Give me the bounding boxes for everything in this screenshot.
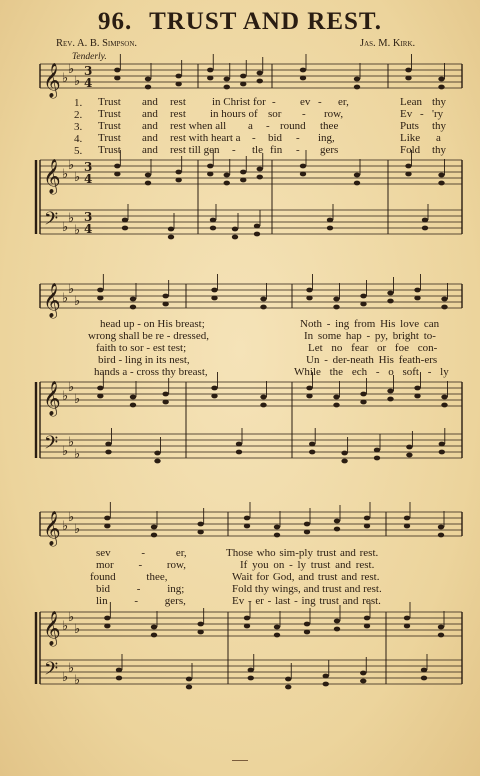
lower-treble-staff-note-head <box>304 622 310 627</box>
bass-clef-icon: 𝄢 <box>44 659 59 684</box>
lower-treble-staff-note-head <box>414 386 420 391</box>
lyric-syllable: Trust <box>98 96 121 108</box>
lyric-syllable: gers <box>320 144 339 156</box>
lyric-syllable: Trust <box>98 144 121 156</box>
lower-treble-staff-note-head <box>97 394 103 399</box>
lyric-line: While the ech - o soft - ly <box>294 366 449 378</box>
lyric-line: Ev - er - last - ing trust and rest. <box>232 595 381 607</box>
lyric-syllable: and <box>142 132 158 144</box>
upper-staff-note-head <box>360 302 366 307</box>
bass-staff-note-head <box>374 448 380 453</box>
bass-staff-note-head <box>439 450 445 455</box>
lower-treble-staff-note-head <box>244 616 250 621</box>
bass-staff-note-head <box>232 227 238 232</box>
lyric-line: bird - ling in its nest, <box>98 354 190 366</box>
lower-treble-staff-note-head <box>130 403 136 408</box>
lower-treble-staff-note-head <box>334 619 340 624</box>
lyric-syllable: er, <box>338 96 349 108</box>
lower-treble-staff-note-head <box>333 403 339 408</box>
upper-staff-note-head <box>97 296 103 301</box>
upper-staff-note-head <box>405 68 411 73</box>
lower-treble-staff-note-head <box>300 172 306 177</box>
lyric-syllable: tle <box>252 144 263 156</box>
flat-icon: ♭ <box>62 167 69 182</box>
upper-staff-note-head <box>151 525 157 530</box>
lyric-line: Un - der-neath His feath-ers <box>306 354 438 366</box>
lyric-syllable: Fold <box>400 144 421 156</box>
bass-staff-note-head <box>236 450 242 455</box>
hymn-number: 96. <box>98 8 133 35</box>
lyric-line: mor - row, <box>96 559 187 571</box>
flat-icon: ♭ <box>68 661 75 676</box>
bass-staff-note-head <box>285 685 291 690</box>
lower-treble-staff-note-head <box>257 167 263 172</box>
upper-staff-note-head <box>130 297 136 302</box>
bass-staff-note-head <box>439 442 445 447</box>
lower-treble-staff-note-head <box>438 181 444 186</box>
lower-treble-staff-note-head <box>97 386 103 391</box>
flat-icon: ♭ <box>68 510 75 525</box>
upper-staff-note-head <box>162 302 168 307</box>
lower-treble-staff-note-head <box>405 172 411 177</box>
treble-clef-icon: 𝄞 <box>43 381 61 416</box>
lyric-syllable: - <box>302 108 306 120</box>
upper-staff-note-head <box>211 288 217 293</box>
bass-staff-note-head <box>122 218 128 223</box>
lyric-syllable: - <box>252 132 256 144</box>
bass-staff-note-head <box>422 226 428 231</box>
lower-treble-staff-note-head <box>260 403 266 408</box>
tempo-marking: Tenderly. <box>72 52 107 62</box>
lower-treble-staff-note-head <box>404 616 410 621</box>
upper-staff-note-head <box>438 85 444 90</box>
lower-treble-staff-note-head <box>274 633 280 638</box>
upper-staff-note-head <box>175 82 181 87</box>
bass-staff-note-head <box>323 674 329 679</box>
bass-staff-note-head <box>406 453 412 458</box>
lyric-syllable: 'ry <box>432 108 444 120</box>
flat-icon: ♭ <box>74 447 81 462</box>
upper-staff-note-head <box>260 305 266 310</box>
upper-staff-note-head <box>260 297 266 302</box>
upper-staff-note-head <box>207 76 213 81</box>
upper-staff-note-head <box>224 77 230 82</box>
upper-staff-note-head <box>441 297 447 302</box>
lyric-syllable: ing, <box>318 132 335 144</box>
lyric-line: head up - on His breast; <box>100 318 205 330</box>
bass-staff-note-head <box>210 218 216 223</box>
bass-staff-note-head <box>105 450 111 455</box>
lyric-syllable: and <box>142 108 158 120</box>
lower-treble-staff-note-head <box>114 172 120 177</box>
bass-staff-note-head <box>406 445 412 450</box>
lower-treble-staff-note-head <box>387 389 393 394</box>
lower-treble-staff-note-head <box>441 403 447 408</box>
lyric-syllable: fin <box>270 144 283 156</box>
upper-staff-note-head <box>364 516 370 521</box>
bass-staff-note-head <box>422 218 428 223</box>
lower-treble-staff-note-head <box>438 633 444 638</box>
upper-staff-note-head <box>414 288 420 293</box>
lyric-syllable: ev <box>300 96 311 108</box>
bass-staff-note-head <box>248 676 254 681</box>
treble-clef-icon: 𝄞 <box>43 63 61 98</box>
lower-treble-staff-note-head <box>130 395 136 400</box>
lower-treble-staff-note-head <box>162 400 168 405</box>
upper-staff-note-head <box>304 522 310 527</box>
upper-staff-note-head <box>114 76 120 81</box>
lyric-syllable: - <box>420 108 424 120</box>
upper-staff-note-head <box>240 82 246 87</box>
bass-staff-note-head <box>122 226 128 231</box>
time-signature: 4 <box>84 172 93 186</box>
lower-treble-staff-note-head <box>387 397 393 402</box>
bass-staff-note-head <box>421 668 427 673</box>
treble-clef-icon: 𝄞 <box>43 511 61 546</box>
lyric-syllable: a <box>436 132 441 144</box>
bass-staff-note-head <box>254 232 260 237</box>
verse-number: 1. <box>74 97 83 109</box>
treble-clef-icon: 𝄞 <box>43 611 61 646</box>
lower-treble-staff-note-head <box>197 622 203 627</box>
upper-staff-note-head <box>175 74 181 79</box>
lower-treble-staff-note-head <box>405 164 411 169</box>
lower-treble-staff-note-head <box>300 164 306 169</box>
flat-icon: ♭ <box>74 170 81 185</box>
lyric-syllable: and <box>142 120 158 132</box>
lower-treble-staff-note-head <box>404 624 410 629</box>
verse-number: 5. <box>74 145 83 157</box>
bass-staff-note-head <box>154 451 160 456</box>
lyric-syllable: Puts <box>400 120 419 132</box>
lower-treble-staff-note-head <box>333 395 339 400</box>
lyric-syllable: bid <box>268 132 283 144</box>
lower-treble-staff-note-head <box>104 624 110 629</box>
lyric-syllable: thy <box>432 96 447 108</box>
bass-staff-note-head <box>309 450 315 455</box>
lower-treble-staff-note-head <box>175 170 181 175</box>
bass-staff-note-head <box>116 668 122 673</box>
lower-treble-staff-note-head <box>414 394 420 399</box>
flat-icon: ♭ <box>62 291 69 306</box>
lyric-syllable: - <box>272 96 276 108</box>
lyric-line: wrong shall be re - dressed, <box>88 330 209 342</box>
time-signature: 4 <box>84 76 93 90</box>
upper-staff-note-head <box>304 530 310 535</box>
upper-staff-note-head <box>114 68 120 73</box>
bass-staff-note-head <box>360 671 366 676</box>
upper-staff-note-head <box>197 530 203 535</box>
upper-staff-note-head <box>387 291 393 296</box>
flat-icon: ♭ <box>62 71 69 86</box>
bass-staff-note-head <box>360 679 366 684</box>
flat-icon: ♭ <box>68 435 75 450</box>
upper-staff-note-head <box>224 85 230 90</box>
lyric-line: bid - ing; <box>96 583 185 595</box>
lyric-syllable: row, <box>324 108 344 120</box>
lower-treble-staff-note-head <box>441 395 447 400</box>
flat-icon: ♭ <box>68 610 75 625</box>
bass-clef-icon: 𝄢 <box>44 209 59 234</box>
footer-rule <box>232 760 248 761</box>
lyric-syllable: Trust <box>98 120 121 132</box>
flat-icon: ♭ <box>68 62 75 77</box>
lower-treble-staff-note-head <box>260 395 266 400</box>
upper-staff-note-head <box>104 516 110 521</box>
lyric-syllable: and <box>142 96 158 108</box>
verse-number: 3. <box>74 121 83 133</box>
flat-icon: ♭ <box>62 619 69 634</box>
bass-staff-note-head <box>168 227 174 232</box>
flat-icon: ♭ <box>68 158 75 173</box>
lower-treble-staff-note-head <box>306 394 312 399</box>
lyric-syllable: rest <box>170 108 186 120</box>
time-signature: 3 <box>84 210 93 224</box>
upper-staff-note-head <box>438 525 444 530</box>
lower-treble-staff-note-head <box>274 625 280 630</box>
lower-treble-staff-note-head <box>151 625 157 630</box>
lower-treble-staff-note-head <box>240 170 246 175</box>
verse-number: 4. <box>74 133 83 145</box>
upper-staff-note-head <box>364 524 370 529</box>
time-signature: 4 <box>84 222 93 236</box>
flat-icon: ♭ <box>62 519 69 534</box>
bass-staff-note-head <box>116 676 122 681</box>
upper-staff-note-head <box>244 516 250 521</box>
lyric-syllable: rest with heart a <box>170 132 241 144</box>
lower-treble-staff-note-head <box>211 394 217 399</box>
bass-staff-note-head <box>285 677 291 682</box>
bass-clef-icon: 𝄢 <box>44 433 59 458</box>
lower-treble-staff-note-head <box>438 173 444 178</box>
lyric-syllable: thy <box>432 144 447 156</box>
bass-staff-note-head <box>327 226 333 231</box>
upper-staff-note-head <box>257 71 263 76</box>
flat-icon: ♭ <box>74 522 81 537</box>
lower-treble-staff-note-head <box>360 400 366 405</box>
upper-staff-note-head <box>130 305 136 310</box>
upper-staff-note-head <box>333 305 339 310</box>
lower-treble-staff-note-head <box>354 173 360 178</box>
lyric-syllable: Ev <box>400 108 413 120</box>
upper-staff-note-head <box>387 299 393 304</box>
lower-treble-staff-note-head <box>354 181 360 186</box>
verse-number: 2. <box>74 109 83 121</box>
upper-staff-note-head <box>240 74 246 79</box>
upper-staff-note-head <box>244 524 250 529</box>
lower-treble-staff-note-head <box>306 386 312 391</box>
upper-staff-note-head <box>414 296 420 301</box>
time-signature: 3 <box>84 160 93 174</box>
upper-staff-note-head <box>306 296 312 301</box>
lyric-syllable: rest till gen <box>170 144 220 156</box>
flat-icon: ♭ <box>74 392 81 407</box>
upper-staff-note-head <box>333 297 339 302</box>
lower-treble-staff-note-head <box>207 164 213 169</box>
lower-treble-staff-note-head <box>175 178 181 183</box>
upper-staff-note-head <box>104 524 110 529</box>
lower-treble-staff-note-head <box>364 616 370 621</box>
lyric-syllable: Like <box>400 132 421 144</box>
upper-staff-note-head <box>300 68 306 73</box>
lower-treble-staff-note-head <box>224 173 230 178</box>
upper-staff-note-head <box>151 533 157 538</box>
bass-staff-note-head <box>254 224 260 229</box>
bass-staff-note-head <box>341 459 347 464</box>
upper-staff-note-head <box>354 77 360 82</box>
bass-staff-note-head <box>421 676 427 681</box>
flat-icon: ♭ <box>62 220 69 235</box>
bass-staff-note-head <box>210 226 216 231</box>
lower-treble-staff-note-head <box>334 627 340 632</box>
bass-staff-note-head <box>232 235 238 240</box>
flat-icon: ♭ <box>74 294 81 309</box>
bass-staff-note-head <box>327 218 333 223</box>
flat-icon: ♭ <box>74 622 81 637</box>
flat-icon: ♭ <box>74 673 81 688</box>
lyric-syllable: in Christ for <box>212 96 266 108</box>
flat-icon: ♭ <box>62 444 69 459</box>
upper-staff-note-head <box>257 79 263 84</box>
lyric-syllable: and <box>142 144 158 156</box>
upper-staff-note-head <box>162 294 168 299</box>
lyric-line: found thee, <box>90 571 168 583</box>
bass-staff-note-head <box>168 235 174 240</box>
lower-treble-staff-note-head <box>438 625 444 630</box>
time-signature: 3 <box>84 64 93 78</box>
lower-treble-staff-note-head <box>244 624 250 629</box>
upper-staff-note-head <box>404 516 410 521</box>
bass-staff-note-head <box>309 442 315 447</box>
bass-staff-note-head <box>341 451 347 456</box>
flat-icon: ♭ <box>68 282 75 297</box>
lyric-syllable: Trust <box>98 108 121 120</box>
upper-staff-note-head <box>97 288 103 293</box>
lower-treble-staff-note-head <box>145 181 151 186</box>
upper-staff-note-head <box>441 305 447 310</box>
upper-staff-note-head <box>438 77 444 82</box>
lyric-syllable: rest when all <box>170 120 227 132</box>
lyric-syllable: sor <box>268 108 282 120</box>
lower-treble-staff-note-head <box>207 172 213 177</box>
lyric-line: hands a - cross thy breast, <box>94 366 208 378</box>
upper-staff-note-head <box>145 77 151 82</box>
flat-icon: ♭ <box>62 389 69 404</box>
lyric-line: sev - er, <box>96 547 187 559</box>
lyric-line: Fold thy wings, and trust and rest. <box>232 583 382 595</box>
lower-treble-staff-note-head <box>104 616 110 621</box>
upper-staff-note-head <box>354 85 360 90</box>
hymn-title: TRUST AND REST. <box>149 8 382 35</box>
upper-staff-note-head <box>197 522 203 527</box>
upper-staff-note-head <box>300 76 306 81</box>
composer-credit: Jas. M. Kirk. <box>360 38 416 49</box>
lower-treble-staff-note-head <box>360 392 366 397</box>
lower-treble-staff-note-head <box>240 178 246 183</box>
lyric-line: In some hap - py, bright to- <box>304 330 436 342</box>
lyric-syllable: thee <box>320 120 339 132</box>
lower-treble-staff-note-head <box>114 164 120 169</box>
treble-clef-icon: 𝄞 <box>43 159 61 194</box>
flat-icon: ♭ <box>62 670 69 685</box>
upper-staff-note-head <box>405 76 411 81</box>
lyric-syllable: thy <box>432 120 447 132</box>
bass-staff-note-head <box>374 456 380 461</box>
bass-staff-note-head <box>236 442 242 447</box>
lyric-syllable: rest <box>170 96 186 108</box>
upper-staff-note-head <box>334 519 340 524</box>
bass-staff-note-head <box>186 677 192 682</box>
lyric-syllable: - <box>296 144 300 156</box>
lyric-line: lin - gers, <box>96 595 186 607</box>
lower-treble-staff-note-head <box>145 173 151 178</box>
lower-treble-staff-note-head <box>224 181 230 186</box>
upper-staff-note-head <box>404 524 410 529</box>
author-credit: Rev. A. B. Simpson. <box>56 38 138 49</box>
lyric-line: Let no fear or foe con- <box>308 342 438 354</box>
flat-icon: ♭ <box>68 211 75 226</box>
lyric-line: Noth - ing from His love can <box>300 318 440 330</box>
upper-staff-note-head <box>274 525 280 530</box>
flat-icon: ♭ <box>74 223 81 238</box>
lower-treble-staff-note-head <box>257 175 263 180</box>
lower-treble-staff-note-head <box>197 630 203 635</box>
flat-icon: ♭ <box>68 380 75 395</box>
lyric-syllable: - <box>232 144 236 156</box>
lyric-line: Those who sim-ply trust and rest. <box>226 547 379 559</box>
bass-staff-note-head <box>186 685 192 690</box>
lyric-syllable: Trust <box>98 132 121 144</box>
upper-staff-note-head <box>360 294 366 299</box>
lower-treble-staff-note-head <box>162 392 168 397</box>
lyric-syllable: - <box>318 96 322 108</box>
lower-treble-staff-note-head <box>364 624 370 629</box>
upper-staff-note-head <box>334 527 340 532</box>
bass-staff-note-head <box>105 442 111 447</box>
upper-staff-note-head <box>207 68 213 73</box>
lyric-syllable: round <box>280 120 306 132</box>
bass-staff-note-head <box>248 668 254 673</box>
upper-staff-note-head <box>145 85 151 90</box>
lyric-line: If you on - ly trust and rest. <box>240 559 375 571</box>
bass-staff-note-head <box>154 459 160 464</box>
lower-treble-staff-note-head <box>304 630 310 635</box>
lyric-syllable: - <box>296 132 300 144</box>
lyric-line: Wait for God, and trust and rest. <box>232 571 380 583</box>
lower-treble-staff-note-head <box>151 633 157 638</box>
lyric-syllable: a <box>248 120 253 132</box>
lyric-line: faith to sor - est test; <box>96 342 187 354</box>
upper-staff-note-head <box>211 296 217 301</box>
lyric-syllable: in hours of <box>210 108 258 120</box>
lyric-syllable: - <box>266 120 270 132</box>
treble-clef-icon: 𝄞 <box>43 283 61 318</box>
upper-staff-note-head <box>274 533 280 538</box>
upper-staff-note-head <box>306 288 312 293</box>
lower-treble-staff-note-head <box>211 386 217 391</box>
lyric-syllable: Lean <box>400 96 422 108</box>
bass-staff-note-head <box>323 682 329 687</box>
upper-staff-note-head <box>438 533 444 538</box>
flat-icon: ♭ <box>74 74 81 89</box>
